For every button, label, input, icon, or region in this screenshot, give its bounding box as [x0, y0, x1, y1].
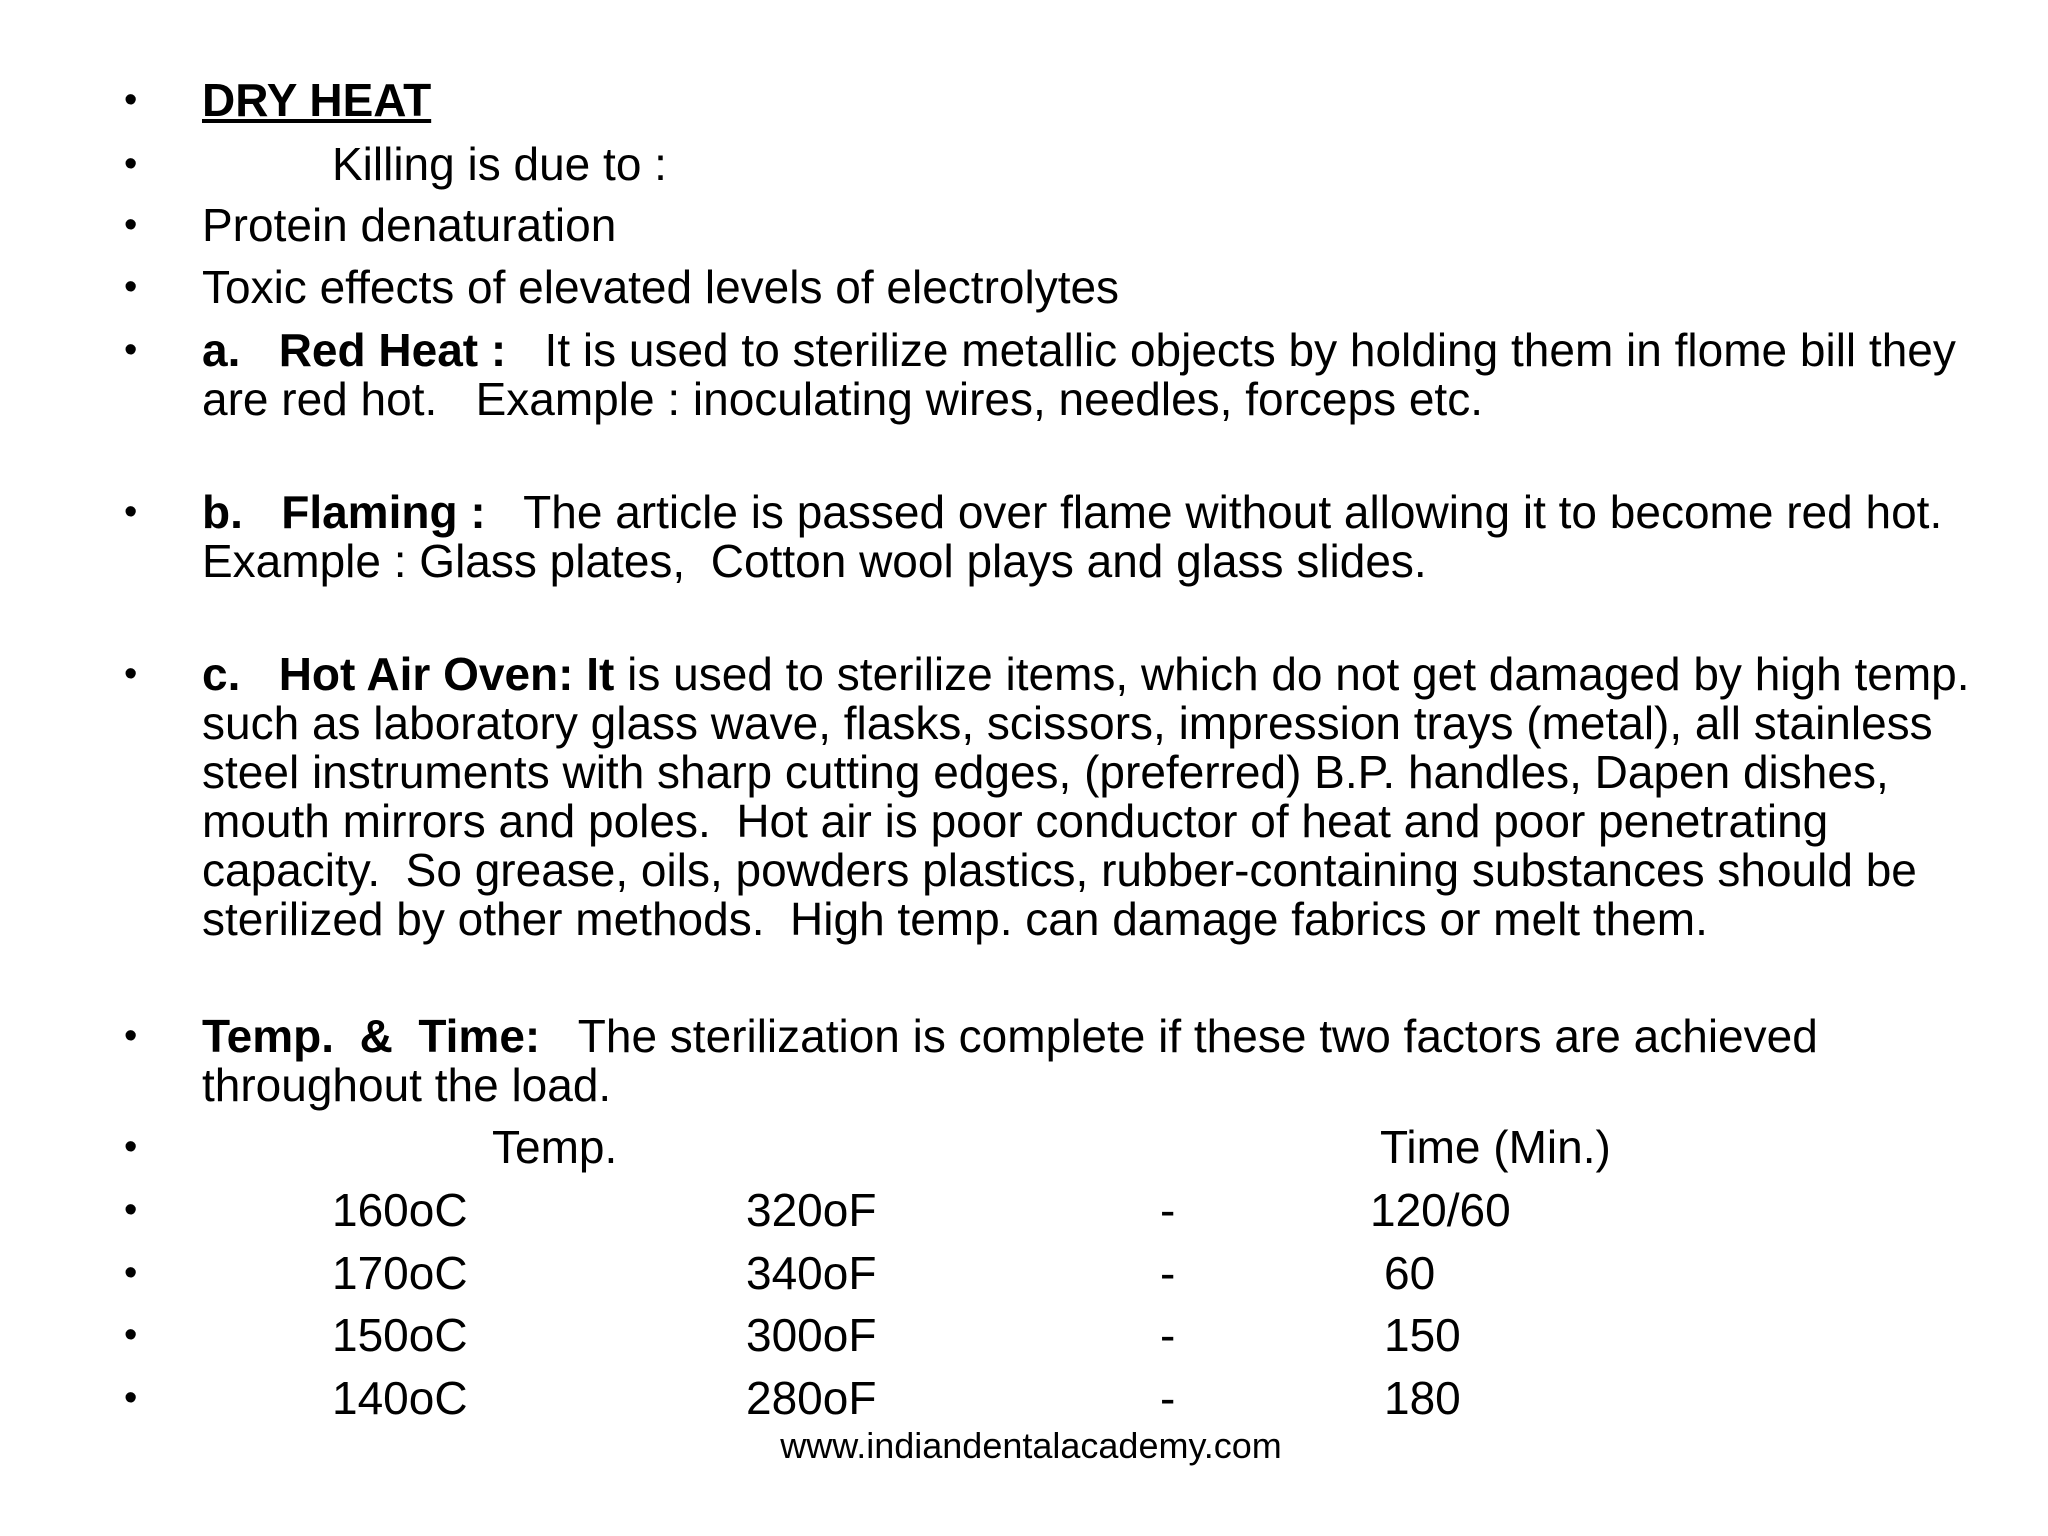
time-minutes: 180 — [1384, 1372, 1461, 1424]
cause-text: Protein denaturation — [202, 199, 617, 251]
temp-celsius: 150oC — [332, 1309, 468, 1361]
temp-celsius: 170oC — [332, 1247, 468, 1299]
bullet-marker: • — [124, 1377, 138, 1419]
method-paragraph-hot-air-oven — [202, 650, 1992, 944]
dash-separator: - — [1160, 1184, 1176, 1236]
bullet-marker: • — [124, 491, 138, 533]
method-text: The article is passed over flame without allowing it to become red hot. Example : Glass plates, Cotton wool plays and glass slides. — [202, 486, 1968, 587]
bullet-marker: • — [124, 653, 138, 695]
bullet-marker: • — [124, 329, 138, 371]
header-temp: Temp. — [492, 1121, 618, 1173]
temp-fahrenheit: 320oF — [746, 1184, 877, 1236]
time-minutes: 120/60 — [1370, 1184, 1511, 1236]
temp-fahrenheit: 300oF — [746, 1309, 877, 1361]
footer-url: www.indiandentalacademy.com — [780, 1425, 1282, 1466]
dash-separator: - — [1160, 1247, 1176, 1299]
bullet-marker: • — [124, 1314, 138, 1356]
killing-intro-text: Killing is due to : — [332, 138, 667, 190]
bullet-marker: • — [124, 1252, 138, 1294]
method-paragraph-red-heat — [202, 324, 1969, 425]
temp-fahrenheit: 280oF — [746, 1372, 877, 1424]
temp-fahrenheit: 340oF — [746, 1247, 877, 1299]
method-label: b. Flaming : — [202, 486, 486, 538]
slide-heading: DRY HEAT — [202, 74, 432, 126]
temp-time-paragraph — [202, 1012, 1962, 1110]
bullet-marker: • — [124, 204, 138, 246]
method-label: a. Red Heat : — [202, 324, 507, 376]
bullet-marker: • — [124, 1189, 138, 1231]
bullet-marker: • — [124, 266, 138, 308]
bullet-marker: • — [124, 79, 138, 121]
temp-celsius: 140oC — [332, 1372, 468, 1424]
temp-celsius: 160oC — [332, 1184, 468, 1236]
method-text: is used to sterilize items, which do not get damaged by high temp. such as laboratory glass wave, flasks, scissors, impression trays (metal), all stainless steel instruments with sharp cutting edges, (preferred) B.P. handles, Dapen dishes, mouth mirrors and poles. Hot air is poor conductor of heat and poor penetrating capacity. So grease, oils, powders plastics, rubber-containing substances should be sterilized by other methods. High temp. can damage fabrics or melt them. — [202, 648, 1983, 945]
dash-separator: - — [1160, 1372, 1176, 1424]
method-paragraph-flaming — [202, 486, 1968, 587]
temp-time-text: The sterilization is complete if these two factors are achieved throughout the load. — [202, 1010, 1831, 1111]
method-label: c. Hot Air Oven: It — [202, 648, 615, 700]
time-minutes: 60 — [1384, 1247, 1436, 1299]
temp-time-label: Temp. & Time: — [202, 1010, 541, 1062]
dash-separator: - — [1160, 1309, 1176, 1361]
method-text: It is used to sterilize metallic objects by holding them in flome bill they are red hot. Example : inoculating wires, needles, forceps etc. — [202, 324, 1969, 425]
time-minutes: 150 — [1384, 1309, 1461, 1361]
header-time: Time (Min.) — [1380, 1121, 1611, 1173]
bullet-marker: • — [124, 1126, 138, 1168]
bullet-marker: • — [124, 143, 138, 185]
cause-text: Toxic effects of elevated levels of electrolytes — [202, 261, 1120, 313]
bullet-marker: • — [124, 1015, 138, 1057]
